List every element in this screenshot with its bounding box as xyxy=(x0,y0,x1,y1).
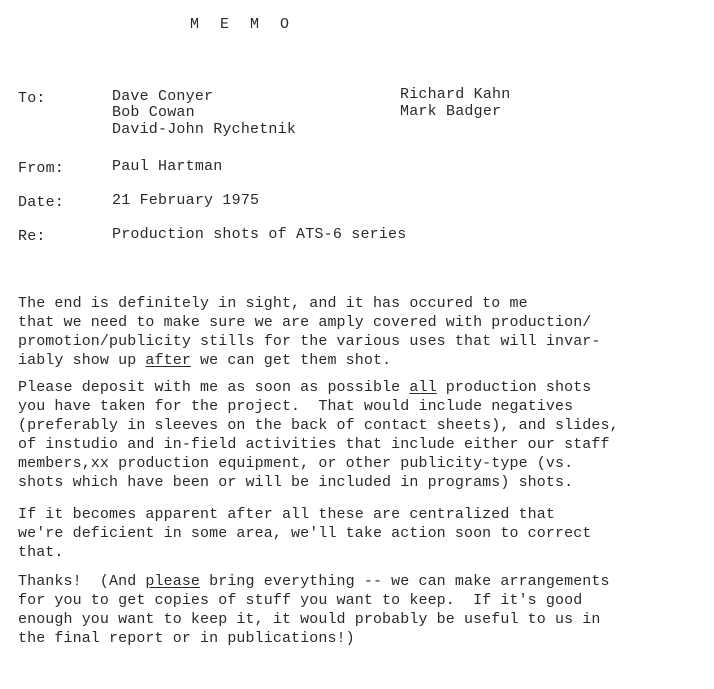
line-segment: bring everything -- we can make arrangements xyxy=(200,573,610,590)
body-line: promotion/publicity stills for the various uses that will invar- xyxy=(18,333,601,350)
body-line: enough you want to keep it, it would probably be useful to us in xyxy=(18,611,601,628)
recipient-2: Bob Cowan xyxy=(112,104,195,121)
line-segment: we can get them shot. xyxy=(190,352,392,369)
body-line: you have taken for the project. That would include negatives xyxy=(18,398,574,415)
from-value: Paul Hartman xyxy=(112,158,223,175)
underlined-word: all xyxy=(409,379,437,396)
line-segment: Please deposit with me as soon as possible xyxy=(18,379,410,396)
body-line: of instudio and in-field activities that include either our staff xyxy=(18,436,610,453)
body-line: The end is definitely in sight, and it has occured to me xyxy=(18,295,528,312)
underlined-word: after xyxy=(145,352,191,369)
body-line: members,xx production equipment, or other publicity-type (vs. xyxy=(18,455,574,472)
body-line: (preferably in sleeves on the back of contact sheets), and slides, xyxy=(18,417,619,434)
body-line: that. xyxy=(18,544,64,561)
body-line: shots which have been or will be included in programs) shots. xyxy=(18,474,574,491)
paragraph-1 xyxy=(18,294,601,370)
re-label: Re: xyxy=(18,228,46,245)
recipient-3: David-John Rychetnik xyxy=(112,121,297,138)
paragraph-3 xyxy=(18,505,591,562)
to-label: To: xyxy=(18,90,46,107)
from-label: From: xyxy=(18,160,65,177)
body-line: we're deficient in some area, we'll take action soon to correct xyxy=(18,525,592,542)
body-line: for you to get copies of stuff you want to keep. If it's good xyxy=(18,592,583,609)
body-line xyxy=(18,351,601,370)
recipient-5: Mark Badger xyxy=(400,103,502,120)
underlined-word: please xyxy=(145,573,201,590)
paragraph-4 xyxy=(18,572,610,648)
re-value: Production shots of ATS-6 series xyxy=(112,226,407,243)
line-segment: production shots xyxy=(436,379,592,396)
paragraph-2 xyxy=(18,378,619,492)
date-value: 21 February 1975 xyxy=(112,192,260,209)
body-line xyxy=(18,378,619,397)
line-segment: iably show up xyxy=(18,352,146,369)
body-line: If it becomes apparent after all these are centralized that xyxy=(18,506,555,523)
line-segment: Thanks! (And xyxy=(18,573,146,590)
recipient-1: Dave Conyer xyxy=(112,88,214,105)
body-line xyxy=(18,572,610,591)
body-line: that we need to make sure we are amply covered with production/ xyxy=(18,314,592,331)
memo-title: M E M O xyxy=(190,16,296,33)
date-label: Date: xyxy=(18,194,65,211)
recipient-4: Richard Kahn xyxy=(400,86,511,103)
body-line: the final report or in publications!) xyxy=(18,630,355,647)
